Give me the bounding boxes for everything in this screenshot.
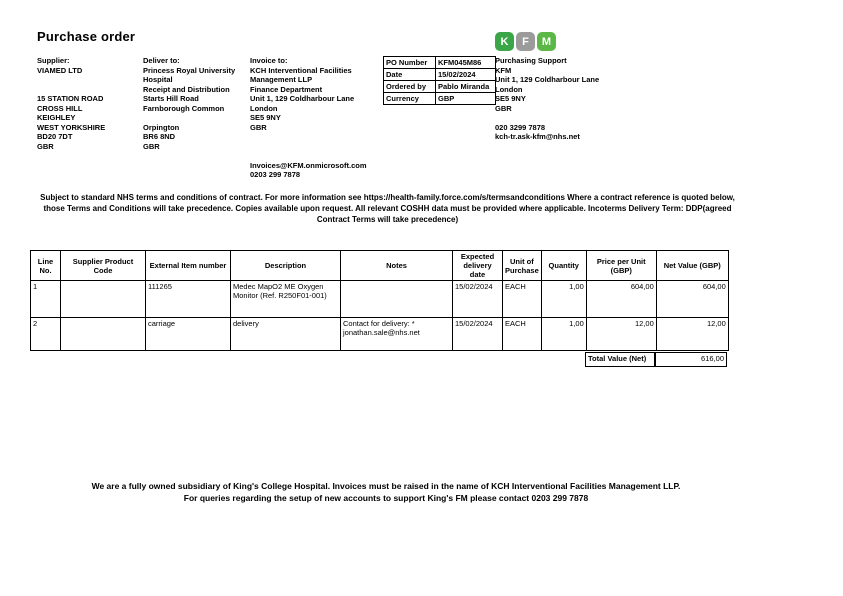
- po-row-date: [384, 69, 496, 81]
- support-address-line: London: [495, 84, 523, 94]
- cell-net-value: 604,00: [656, 281, 728, 318]
- cell-net-value: 12,00: [656, 318, 728, 351]
- supplier-address-line: [37, 85, 137, 95]
- items-table: [30, 250, 729, 351]
- cell-price-per-unit: 12,00: [586, 318, 656, 351]
- deliver-address-line: Orpington: [143, 122, 180, 132]
- po-date-label: Date: [384, 69, 436, 81]
- support-email: kch-tr.ask-kfm@nhs.net: [495, 132, 580, 141]
- deliver-address-line: Receipt and Distribution: [143, 84, 230, 94]
- header-quantity: Quantity: [541, 251, 586, 281]
- cell-description: Medec MapO2 ME Oxygen Monitor (Ref. R250F01-001): [231, 281, 341, 318]
- header-line-no: Line No.: [31, 251, 61, 281]
- deliver-address-line: GBR: [143, 141, 160, 151]
- po-currency-value: GBP: [436, 93, 496, 105]
- header-external-item-number: External Item number: [146, 251, 231, 281]
- po-row-number: [384, 57, 496, 69]
- total-row: [585, 352, 727, 367]
- support-address-line: GBR: [495, 103, 512, 113]
- header-description: Description: [231, 251, 341, 281]
- supplier-address-line: VIAMED LTD: [37, 65, 83, 75]
- invoice-address-line: London: [250, 103, 278, 113]
- header-supplier-product-code: Supplier Product Code: [61, 251, 146, 281]
- invoice-address-line: Finance Department: [250, 84, 323, 94]
- support-address-line: Unit 1, 129 Coldharbour Lane: [495, 75, 600, 84]
- cell-price-per-unit: 604,00: [586, 281, 656, 318]
- total-value-amount: 616,00: [655, 352, 727, 367]
- cell-line-no: 1: [31, 281, 61, 318]
- support-address-line: KFM: [495, 65, 512, 75]
- po-number-value: KFM045M86: [436, 57, 496, 69]
- supplier-address-line: 15 STATION ROAD: [37, 94, 104, 103]
- support-phone: 020 3299 7878: [495, 122, 546, 132]
- supplier-address-line: WEST YORKSHIRE: [37, 122, 106, 132]
- deliver-address-line: Starts Hill Road: [143, 94, 199, 103]
- supplier-address-line: KEIGHLEY: [37, 113, 76, 122]
- invoice-address-line: Management LLP: [250, 75, 313, 84]
- header-price-per-unit: Price per Unit (GBP): [586, 251, 656, 281]
- table-row: [31, 318, 729, 351]
- items-header-row: [31, 251, 729, 281]
- header-net-value: Net Value (GBP): [656, 251, 728, 281]
- terms-notice: Subject to standard NHS terms and conditions of contract. For more information see https://health-family.force.com/s/termsandconditions Where a contract reference is quoted below, those Terms and Conditions will take precedence. Copies available upon request. All relevant COSHH data must be provided where applicable. Incoterms Delivery Term: DDP(agreed Contract Terms will take precedence): [40, 193, 735, 224]
- invoice-email: Invoices@KFM.onmicrosoft.com: [250, 160, 367, 170]
- deliver-to-block: [143, 56, 249, 151]
- invoice-address-line: [250, 132, 380, 142]
- header-unit-of-purchase: Unit of Purchase: [503, 251, 542, 281]
- footer-line-2: For queries regarding the setup of new accounts to support King's FM please contact 0203 299 7878: [183, 493, 589, 503]
- logo-tile-f-icon: F: [516, 32, 535, 51]
- supplier-block: [37, 56, 137, 151]
- deliver-address-line: Hospital: [143, 75, 173, 84]
- cell-quantity: 1,00: [541, 318, 586, 351]
- footer-line-1: We are a fully owned subsidiary of King's College Hospital. Invoices must be raised in the name of KCH Interventional Facilities Management LLP.: [91, 481, 681, 491]
- deliver-to-label: Deliver to:: [143, 56, 180, 65]
- supplier-label: Supplier:: [37, 56, 70, 65]
- invoice-address-line: KCH Interventional Facilities: [250, 65, 352, 75]
- cell-external-item-number: 111265: [146, 281, 231, 318]
- invoice-address-line: Unit 1, 129 Coldharbour Lane: [250, 94, 355, 103]
- page-title: Purchase order: [37, 29, 136, 44]
- header-expected-delivery-date: Expected delivery date: [453, 251, 503, 281]
- cell-supplier-product-code: [61, 318, 146, 351]
- cell-quantity: 1,00: [541, 281, 586, 318]
- po-ordered-by-label: Ordered by: [384, 81, 436, 93]
- po-currency-label: Currency: [384, 93, 436, 105]
- cell-notes: [341, 281, 453, 318]
- deliver-address-line: [143, 113, 249, 123]
- po-row-ordered-by: [384, 81, 496, 93]
- footer-notice: [30, 480, 742, 504]
- cell-line-no: 2: [31, 318, 61, 351]
- kfm-logo: [495, 32, 556, 51]
- logo-tile-m-icon: M: [537, 32, 556, 51]
- invoice-to-label: Invoice to:: [250, 56, 288, 65]
- po-details-table: [383, 56, 496, 105]
- total-value-label: Total Value (Net): [585, 352, 655, 367]
- support-address-line: [495, 113, 630, 123]
- cell-expected-delivery-date: 15/02/2024: [453, 318, 503, 351]
- invoice-address-line: SE5 9NY: [250, 113, 281, 122]
- logo-tile-k-icon: K: [495, 32, 514, 51]
- cell-unit-of-purchase: EACH: [503, 318, 542, 351]
- supplier-address-line: BD20 7DT: [37, 132, 73, 141]
- header-notes: Notes: [341, 251, 453, 281]
- invoice-address-line: GBR: [250, 122, 267, 132]
- po-date-value: 15/02/2024: [436, 69, 496, 81]
- cell-notes: Contact for delivery: * jonathan.sale@nhs.net: [341, 318, 453, 351]
- cell-expected-delivery-date: 15/02/2024: [453, 281, 503, 318]
- table-row: [31, 281, 729, 318]
- po-number-label: PO Number: [384, 57, 436, 69]
- cell-external-item-number: carriage: [146, 318, 231, 351]
- invoice-phone: 0203 299 7878: [250, 170, 301, 179]
- po-ordered-by-value: Pablo Miranda: [436, 81, 496, 93]
- cell-unit-of-purchase: EACH: [503, 281, 542, 318]
- cell-description: delivery: [231, 318, 341, 351]
- supplier-address-line: CROSS HILL: [37, 103, 83, 113]
- purchasing-support-title: Purchasing Support: [495, 56, 567, 65]
- support-address-line: SE5 9NY: [495, 94, 526, 103]
- invoice-address-line: [250, 142, 380, 152]
- invoice-address-line: [250, 151, 380, 161]
- deliver-address-line: BR6 8ND: [143, 132, 176, 141]
- deliver-address-line: Princess Royal University: [143, 65, 236, 75]
- supplier-address-line: [37, 75, 137, 85]
- supplier-address-line: GBR: [37, 141, 54, 151]
- cell-supplier-product-code: [61, 281, 146, 318]
- purchasing-support-block: [495, 56, 630, 142]
- invoice-to-block: [250, 56, 380, 180]
- deliver-address-line: Farnborough Common: [143, 103, 225, 113]
- po-row-currency: [384, 93, 496, 105]
